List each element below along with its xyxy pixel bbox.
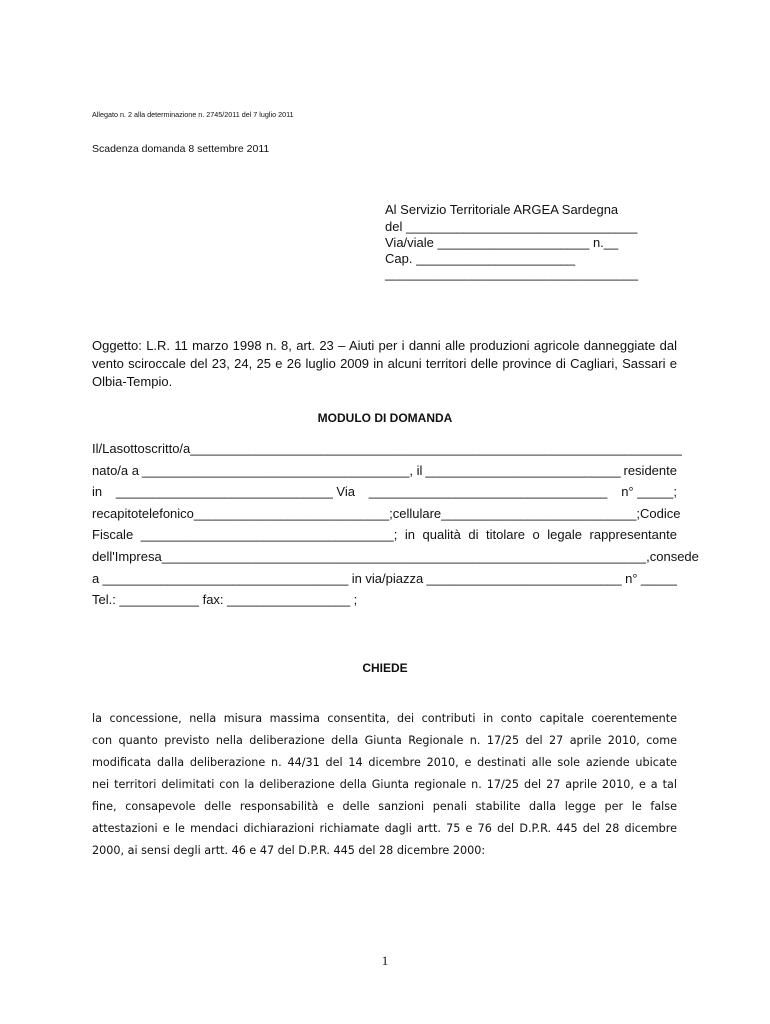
form-row-phone — [92, 506, 681, 521]
form-text: legale — [547, 527, 582, 542]
form-text: dell'Impresa — [92, 549, 162, 564]
address-line-office: Al Servizio Territoriale ARGEA Sardegna — [385, 202, 619, 217]
form-field-seat-city[interactable]: __________________________________ — [102, 571, 349, 586]
form-row-tel-fax[interactable]: Tel.: ___________ fax: _________________ ; — [92, 592, 358, 607]
form-field-seat-street[interactable]: ___________________________ — [426, 571, 622, 586]
form-field-city[interactable]: ______________________________ Via — [115, 484, 355, 499]
form-text: Il/La — [92, 441, 117, 456]
form-text: in via/piazza — [351, 571, 424, 586]
form-field-company[interactable]: ___________________________________________________________________, — [161, 549, 650, 564]
form-text: qualità — [422, 527, 461, 542]
form-text: cellulare — [392, 506, 442, 521]
form-row-residence — [92, 484, 677, 499]
form-text: o — [532, 527, 540, 542]
subject-paragraph: Oggetto: L.R. 11 marzo 1998 n. 8, art. 23 – Aiuti per i danni alle produzioni agricole danneggiate dal vento sciroccale del 23, 24, 25 e 26 luglio 2009 in alcuni territori delle province di Cagliari, Sassari e Olbia-Tempio. — [92, 338, 677, 389]
form-field-street[interactable]: _________________________________ — [368, 484, 608, 499]
paragraph-line: 2000, ai sensi degli artt. 46 e 47 del D.P.R. 445 del 28 dicembre 2000: — [92, 844, 486, 857]
chiede-title: CHIEDE — [362, 661, 408, 675]
form-row-company — [92, 549, 699, 564]
deadline-note: Scadenza domanda 8 settembre 2011 — [92, 143, 270, 155]
form-text: n° — [625, 571, 638, 586]
paragraph-line: nei territori delimitati con la deliberazione della Giunta regionale n. 17/25 del 27 aprile 2010, e a tal — [92, 778, 677, 791]
form-text: titolare — [486, 527, 526, 542]
form-text: Fiscale — [92, 527, 134, 542]
form-field-mobile[interactable]: ___________________________; — [441, 506, 640, 521]
form-text: rappresentante — [589, 527, 677, 542]
form-row-fiscal — [92, 527, 677, 542]
form-field-name[interactable]: sottoscritto/a____________________________________________________________________ — [116, 441, 682, 456]
page-number: 1 — [381, 953, 389, 968]
address-line-cap: Cap. ______________________ — [385, 251, 576, 266]
form-field-seat-number[interactable]: _____ — [640, 571, 677, 586]
form-row-birth — [92, 463, 677, 478]
form-text: Codice — [639, 506, 681, 521]
form-text: in — [404, 527, 416, 542]
form-text: sede — [670, 549, 699, 564]
address-line-del: del ________________________________ — [385, 219, 638, 234]
form-field-fiscal-code[interactable]: ___________________________________; — [140, 527, 398, 542]
paragraph-line: modificata dalla deliberazione n. 44/31 del 14 dicembre 2010, e destinati alle sole aziende ubicate — [92, 756, 677, 769]
form-field-birthdate[interactable]: ___________________________ — [425, 463, 621, 478]
form-field-phone[interactable]: telefonico___________________________; — [138, 506, 393, 521]
form-text: nato/a a — [92, 463, 139, 478]
form-row-name — [92, 441, 682, 456]
address-line-blank: ___________________________________ — [385, 266, 639, 281]
address-line-street: Via/viale _____________________ n.__ — [385, 235, 619, 250]
allegato-reference: Allegato n. 2 alla determinazione n. 2745/2011 del 7 luglio 2011 — [92, 110, 294, 119]
form-text: recapito — [92, 506, 139, 521]
paragraph-line: la concessione, nella misura massima consentita, dei contributi in conto capitale coerentemente — [92, 712, 677, 725]
form-text: residente — [623, 463, 677, 478]
request-paragraph — [92, 708, 677, 862]
form-text: di — [468, 527, 479, 542]
form-field-birthplace[interactable]: _____________________________________, il — [141, 463, 423, 478]
paragraph-line: fine, consapevole delle responsabilità e delle sanzioni penali stabilite dalla legge per le false — [92, 800, 677, 813]
paragraph-line: con quanto previsto nella deliberazione della Giunta Regionale n. 17/25 del 27 aprile 2010, come — [92, 734, 677, 747]
form-text: in — [92, 484, 103, 499]
form-field-number[interactable]: n° _____; — [621, 484, 677, 499]
form-text: a — [92, 571, 100, 586]
form-text: con — [649, 549, 671, 564]
form-title: MODULO DI DOMANDA — [317, 411, 453, 425]
paragraph-line: attestazioni e le mendaci dichiarazioni richiamate dagli artt. 75 e 76 del D.P.R. 445 del 28 dicembre — [92, 822, 677, 835]
form-row-seat — [92, 571, 677, 586]
